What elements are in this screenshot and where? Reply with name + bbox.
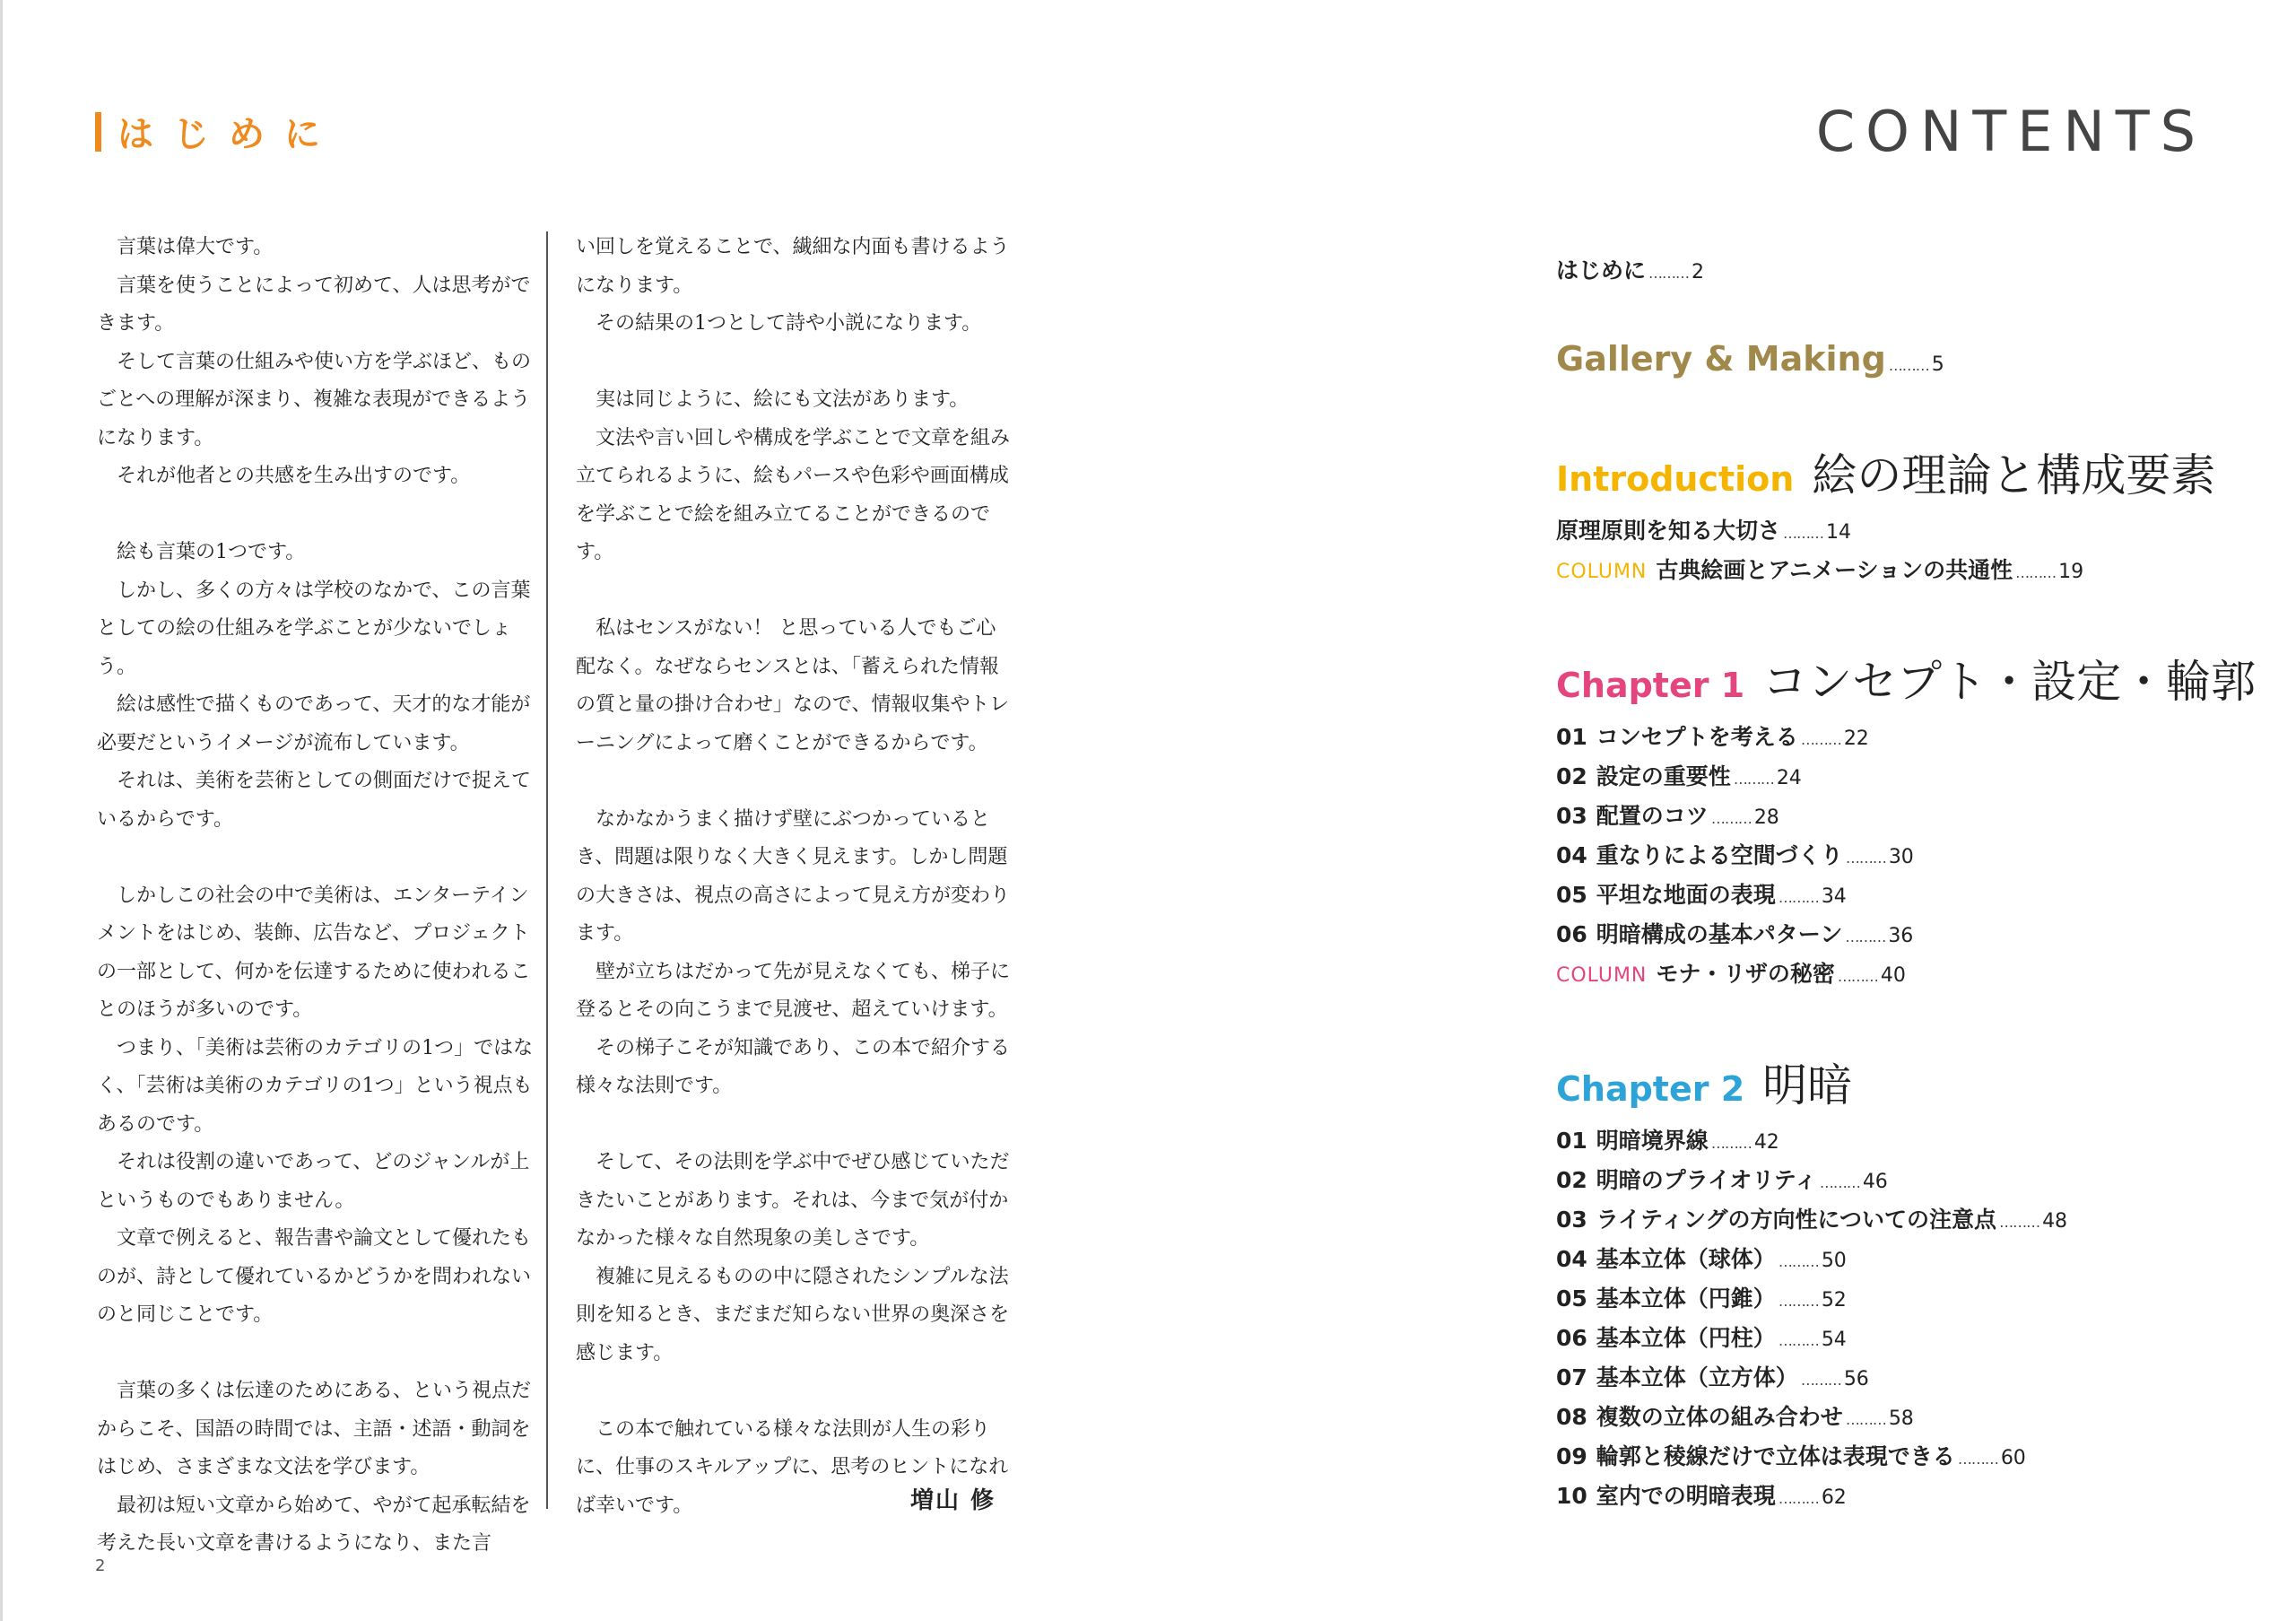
toc-entry-page: 40	[1880, 964, 1906, 987]
toc-entry-page: 48	[2042, 1210, 2068, 1233]
leader-dots: ………	[1648, 265, 1690, 282]
leader-dots: ………	[1778, 1490, 1819, 1507]
section-heading-chapter-2[interactable]	[1556, 1050, 2238, 1114]
toc-entry-page: 2	[1692, 261, 1705, 283]
toc-entry-page: 62	[1821, 1486, 1847, 1509]
column-tag: COLUMN	[1556, 964, 1648, 987]
leader-dots: ………	[1888, 357, 1929, 374]
toc-entry-page: 24	[1776, 767, 1802, 789]
toc-entry-label: 基本立体（円柱）	[1596, 1325, 1776, 1351]
toc-entry-number: 03	[1556, 1207, 1587, 1233]
leader-dots: ………	[1837, 968, 1878, 985]
toc-entry-label: 明暗のプライオリティ	[1596, 1167, 1817, 1193]
toc-entry-number: 02	[1556, 763, 1587, 789]
toc-entry-number: 09	[1556, 1443, 1587, 1469]
toc-entry-label: はじめに	[1556, 257, 1647, 283]
leader-dots: ………	[1778, 1253, 1819, 1270]
toc-entry-label: 輪郭と稜線だけで立体は表現できる	[1596, 1443, 1955, 1469]
heading-accent-bar	[95, 112, 101, 152]
leader-dots: ………	[1778, 1293, 1819, 1310]
toc-entry-column[interactable]	[1556, 954, 2238, 994]
leader-dots: ………	[1845, 850, 1886, 867]
toc-entry-number: 05	[1556, 882, 1587, 908]
section-en-title: Introduction	[1556, 459, 1795, 499]
toc-entry-number: 03	[1556, 803, 1587, 829]
toc-entry-number: 10	[1556, 1483, 1587, 1509]
toc-entry-number: 06	[1556, 1325, 1587, 1351]
toc-entry-page: 30	[1888, 846, 1914, 868]
toc-entry-page: 52	[1821, 1289, 1847, 1312]
leader-dots: ………	[1778, 889, 1819, 906]
toc-entry-page: 19	[2058, 561, 2084, 583]
toc-entry-page: 14	[1826, 521, 1852, 544]
toc-entry-page: 36	[1888, 925, 1914, 947]
toc-entry-label: 原理原則を知る大切さ	[1556, 518, 1781, 544]
toc-entry-page: 34	[1821, 885, 1847, 908]
toc-entry[interactable]	[1556, 1437, 2238, 1477]
toc-entry-page: 22	[1843, 728, 1869, 750]
leader-dots: ………	[1733, 771, 1774, 788]
toc-entry[interactable]	[1556, 757, 2238, 797]
column-divider	[546, 231, 548, 1509]
gallery-title: Gallery & Making	[1556, 339, 1886, 379]
toc-entry-label: 室内での明暗表現	[1596, 1483, 1776, 1509]
toc-entry-label: 複数の立体の組み合わせ	[1596, 1404, 1843, 1430]
toc-entry-number: 01	[1556, 1128, 1587, 1154]
section-en-title: Chapter 2	[1556, 1069, 1745, 1109]
section-en-title: Chapter 1	[1556, 666, 1745, 705]
leader-dots: ………	[1819, 1174, 1860, 1191]
toc-entry-label: 設定の重要性	[1596, 763, 1731, 789]
contents-title: CONTENTS	[1815, 99, 2206, 164]
toc-entry-label: 平坦な地面の表現	[1596, 882, 1776, 908]
toc-entry-page: 58	[1888, 1407, 1914, 1430]
toc-entry[interactable]	[1556, 836, 2238, 876]
toc-entry-label: 配置のコツ	[1596, 803, 1709, 829]
toc-entry-number: 06	[1556, 921, 1587, 947]
leader-dots: ………	[1783, 525, 1824, 542]
toc-entry-label: 重なりによる空間づくり	[1596, 842, 1843, 868]
toc-entry-page: 50	[1821, 1250, 1847, 1272]
toc-entry-page: 28	[1753, 806, 1779, 829]
toc-entry[interactable]	[1556, 1121, 2238, 1161]
leader-dots: ………	[1845, 1411, 1886, 1428]
toc-entry[interactable]	[1556, 876, 2238, 915]
toc-entry-column[interactable]	[1556, 551, 2238, 590]
leader-dots: ………	[1710, 1135, 1752, 1152]
toc-entry-page: 56	[1843, 1368, 1869, 1390]
leader-dots: ………	[1999, 1214, 2040, 1231]
leader-dots: ………	[2015, 564, 2057, 581]
toc-entry[interactable]	[1556, 797, 2238, 836]
author-name: 増山 修	[910, 1487, 996, 1514]
toc-entry[interactable]	[1556, 1240, 2238, 1279]
toc-entry-label: ライティングの方向性についての注意点	[1596, 1207, 1997, 1233]
toc-entry-number: 04	[1556, 1246, 1587, 1272]
leader-dots: ………	[1845, 928, 1886, 946]
section-ja-title: 明暗	[1762, 1059, 1853, 1111]
toc-entry[interactable]	[1556, 1279, 2238, 1319]
leader-dots: ………	[1800, 731, 1841, 748]
section-ja-title: コンセプト・設定・輪郭	[1762, 656, 2257, 708]
page-edge	[0, 0, 3, 1621]
toc-entry-gallery[interactable]	[1556, 334, 2238, 384]
leader-dots: ………	[1710, 810, 1752, 827]
section-ja-title: 絵の理論と構成要素	[1812, 449, 2216, 501]
toc-entry-label: 基本立体（立方体）	[1596, 1364, 1798, 1390]
column-tag: COLUMN	[1556, 561, 1648, 583]
toc-entry-label: 古典絵画とアニメーションの共通性	[1656, 557, 2013, 583]
toc-entry[interactable]	[1556, 1200, 2238, 1240]
section-heading-introduction[interactable]	[1556, 440, 2238, 504]
toc-entry[interactable]	[1556, 1319, 2238, 1358]
toc-entry-label: コンセプトを考える	[1596, 724, 1798, 750]
intro-title: はじめに	[117, 114, 340, 155]
toc-entry-page: 46	[1862, 1171, 1888, 1193]
toc-entry[interactable]	[1556, 1161, 2238, 1200]
intro-heading	[95, 106, 340, 157]
toc-entry-hajimeni[interactable]	[1556, 251, 2238, 291]
leader-dots: ………	[1778, 1332, 1819, 1349]
table-of-contents	[1556, 251, 2257, 1516]
toc-entry-number: 01	[1556, 724, 1587, 750]
leader-dots: ………	[1800, 1372, 1841, 1389]
toc-entry[interactable]	[1556, 915, 2238, 954]
toc-entry[interactable]	[1556, 511, 2238, 551]
toc-entry[interactable]	[1556, 1358, 2238, 1398]
toc-entry-label: 明暗境界線	[1596, 1128, 1709, 1154]
toc-entry-page: 60	[2000, 1447, 2026, 1469]
toc-entry-page: 54	[1821, 1329, 1847, 1351]
toc-entry[interactable]	[1556, 1398, 2238, 1437]
toc-entry[interactable]	[1556, 1477, 2238, 1516]
section-heading-chapter-1[interactable]	[1556, 646, 2257, 710]
toc-entry-number: 04	[1556, 842, 1587, 868]
leader-dots: ………	[1957, 1451, 1998, 1468]
toc-entry-page: 42	[1753, 1131, 1779, 1154]
intro-text-left-column: 言葉は偉大です。 言葉を使うことによって初めて、人は思考ができます。 そして言葉の仕組みや使い方を学ぶほど、ものごとへの理解が深まり、複雑な表現ができるようになります。 それが他者との共感を生み出すのです。 絵も言葉の1つです。 しかし、多くの方々は学校のなかで、この言葉としての絵の仕組みを学ぶことが少ないでしょう。 絵は感性で描くものであって、天才的な才能が必要だというイメージが流布しています。 それは、美術を芸術としての側面だけで捉えているからです。 しかしこの社会の中で美術は、エンターテインメントをはじめ、装飾、広告など、プロジェクトの一部として、何かを伝達するために使われることのほうが多いのです。 つまり、「美術は芸術のカテゴリの1つ」ではなく、「芸術は美術のカテゴリの1つ」という視点もあるのです。 それは役割の違いであって、どのジャンルが上というものでもありません。 文章で例えると、報告書や論文として優れたものが、詩として優れているかどうかを問われないのと同じことです。 言葉の多くは伝達のためにある、という視点だからこそ、国語の時間では、主語・述語・動詞をはじめ、さまざまな文法を学びます。 最初は短い文章から始めて、やがて起承転結を考えた長い文章を書けるようになり、また言	[97, 236, 534, 1555]
toc-entry-number: 05	[1556, 1285, 1587, 1312]
page-number: 2	[95, 1556, 106, 1575]
toc-entry-page: 5	[1931, 353, 1944, 376]
toc-entry-label: モナ・リザの秘密	[1656, 961, 1835, 987]
toc-entry[interactable]	[1556, 718, 2238, 757]
toc-entry-label: 明暗構成の基本パターン	[1596, 921, 1843, 947]
toc-entry-label: 基本立体（円錐）	[1596, 1285, 1776, 1312]
intro-text-right-column: い回しを覚えることで、繊細な内面も書けるようになります。 その結果の1つとして詩や小説になります。 実は同じように、絵にも文法があります。 文法や言い回しや構成を学ぶことで文章を組み立てられるように、絵もパースや色彩や画面構成を学ぶことで絵を組み立てることができるのです。 私はセンスがない！ と思っている人でもご心配なく。なぜならセンスとは、「蓄えられた情報の質と量の掛け合わせ」なので、情報収集やトレーニングによって磨くことができるからです。 なかなかうまく描けず壁にぶつかっているとき、問題は限りなく大きく見えます。しかし問題の大きさは、視点の高さによって見え方が変わります。 壁が立ちはだかって先が見えなくても、梯子に登るとその向こうまで見渡せ、超えていけます。 その梯子こそが知識であり、この本で紹介する様々な法則です。 そして、その法則を学ぶ中でぜひ感じていただきたいことがあります。それは、今まで気が付かなかった様々な自然現象の美しさです。 複雑に見えるものの中に隠されたシンプルな法則を知るとき、まだまだ知らない世界の奥深さを感じます。 この本で触れている様々な法則が人生の彩りに、仕事のスキルアップに、思考のヒントになれば幸いです。	[576, 236, 1011, 1517]
toc-entry-number: 02	[1556, 1167, 1587, 1193]
toc-entry-number: 07	[1556, 1364, 1587, 1390]
toc-entry-label: 基本立体（球体）	[1596, 1246, 1776, 1272]
toc-entry-number: 08	[1556, 1404, 1587, 1430]
